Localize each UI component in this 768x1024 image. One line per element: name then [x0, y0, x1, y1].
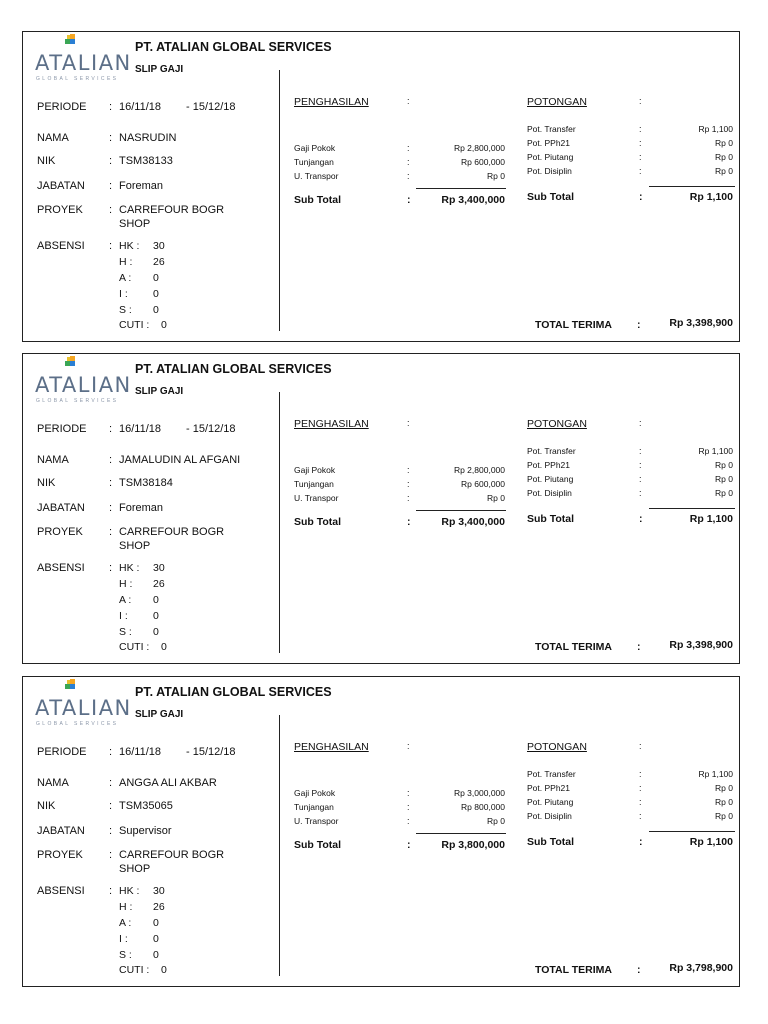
sum-rule — [416, 833, 506, 834]
sub-total-label: Sub Total — [527, 191, 575, 203]
hk-value: 30 — [153, 562, 165, 574]
sub-total-label: Sub Total — [527, 513, 575, 525]
colon: : — [637, 319, 641, 331]
colon: : — [639, 797, 642, 807]
pot-pph21-label: Pot. PPh21 — [527, 138, 571, 148]
tunjangan-label: Tunjangan — [294, 802, 334, 812]
sub-total-label: Sub Total — [294, 194, 342, 206]
colon: : — [109, 204, 113, 216]
h-label: H : — [119, 256, 133, 268]
periode-start: 16/11/18 — [119, 101, 162, 113]
gaji-pokok-label: Gaji Pokok — [294, 143, 336, 153]
pot-disiplin-label: Pot. Disiplin — [527, 166, 572, 176]
nik-label: NIK — [37, 477, 56, 489]
proyek-label: PROYEK — [37, 849, 83, 861]
absensi-label: ABSENSI — [37, 885, 85, 897]
cuti-value: 0 — [161, 641, 167, 653]
absensi-label: ABSENSI — [37, 240, 85, 252]
colon: : — [109, 132, 113, 144]
document-title: SLIP GAJI — [135, 64, 184, 75]
periode-start: 16/11/18 — [119, 746, 162, 758]
pot-transfer-label: Pot. Transfer — [527, 124, 576, 134]
colon: : — [639, 460, 642, 470]
total-terima-label: TOTAL TERIMA — [535, 641, 612, 653]
proyek-label: PROYEK — [37, 526, 83, 538]
colon: : — [407, 839, 411, 851]
periode-start: 16/11/18 — [119, 423, 162, 435]
proyek-value: CARREFOUR BOGR — [119, 849, 225, 861]
h-value: 26 — [153, 578, 165, 590]
colon: : — [407, 516, 411, 528]
colon: : — [407, 465, 410, 475]
colon: : — [109, 562, 113, 574]
proyek-value-line2: SHOP — [119, 218, 151, 230]
nik-value: TSM38184 — [119, 477, 173, 489]
pot-disiplin-label: Pot. Disiplin — [527, 488, 572, 498]
pot-transfer-label: Pot. Transfer — [527, 446, 576, 456]
colon: : — [639, 124, 642, 134]
i-label: I : — [119, 933, 128, 945]
proyek-value-line2: SHOP — [119, 540, 151, 552]
colon: : — [109, 502, 113, 514]
sub-total-penghasilan: Rp 3,400,000 — [441, 194, 505, 206]
sum-rule — [649, 186, 735, 187]
hk-label: HK : — [119, 885, 140, 897]
atalian-logo — [35, 356, 132, 406]
sub-total-potongan: Rp 1,100 — [689, 836, 733, 848]
sum-rule — [649, 831, 735, 832]
jabatan-value: Foreman — [119, 180, 164, 192]
i-label: I : — [119, 610, 128, 622]
pot-transfer-value: Rp 1,100 — [698, 769, 733, 779]
proyek-label: PROYEK — [37, 204, 83, 216]
colon: : — [639, 191, 643, 203]
a-value: 0 — [153, 272, 159, 284]
pot-piutang-label: Pot. Piutang — [527, 474, 574, 484]
colon: : — [407, 802, 410, 812]
a-value: 0 — [153, 917, 159, 929]
periode-label: PERIODE — [37, 101, 87, 113]
colon: : — [407, 171, 410, 181]
sub-total-potongan: Rp 1,100 — [689, 513, 733, 525]
a-label: A : — [119, 594, 132, 606]
pot-pph21-value: Rp 0 — [715, 783, 733, 793]
pot-transfer-label: Pot. Transfer — [527, 769, 576, 779]
colon: : — [109, 454, 113, 466]
sum-rule — [416, 188, 506, 189]
nik-value: TSM35065 — [119, 800, 173, 812]
colon: : — [639, 783, 642, 793]
h-label: H : — [119, 578, 133, 590]
h-value: 26 — [153, 256, 165, 268]
periode-end: - 15/12/18 — [186, 423, 236, 435]
pot-disiplin-label: Pot. Disiplin — [527, 811, 572, 821]
colon: : — [109, 746, 113, 758]
colon: : — [407, 418, 410, 428]
logo-mark-icon — [65, 34, 79, 48]
pot-disiplin-value: Rp 0 — [715, 811, 733, 821]
nama-value: JAMALUDIN AL AFGANI — [119, 454, 241, 466]
tunjangan-label: Tunjangan — [294, 479, 334, 489]
column-divider — [279, 70, 280, 331]
colon: : — [637, 641, 641, 653]
sum-rule — [416, 510, 506, 511]
sub-total-penghasilan: Rp 3,800,000 — [441, 839, 505, 851]
colon: : — [109, 526, 113, 538]
colon: : — [639, 418, 642, 428]
salary-slip — [22, 31, 740, 342]
cuti-label: CUTI : — [119, 964, 150, 976]
i-label: I : — [119, 288, 128, 300]
nama-label: NAMA — [37, 777, 69, 789]
potongan-header: POTONGAN — [527, 418, 587, 430]
u-transpor-value: Rp 0 — [487, 493, 505, 503]
proyek-value-line2: SHOP — [119, 863, 151, 875]
colon: : — [407, 493, 410, 503]
hk-value: 30 — [153, 240, 165, 252]
sub-total-potongan: Rp 1,100 — [689, 191, 733, 203]
document-title: SLIP GAJI — [135, 709, 184, 720]
u-transpor-label: U. Transpor — [294, 171, 339, 181]
i-value: 0 — [153, 610, 159, 622]
s-label: S : — [119, 949, 132, 961]
gaji-pokok-label: Gaji Pokok — [294, 465, 336, 475]
a-label: A : — [119, 917, 132, 929]
colon: : — [639, 96, 642, 106]
jabatan-label: JABATAN — [37, 502, 85, 514]
cuti-label: CUTI : — [119, 641, 150, 653]
colon: : — [109, 240, 113, 252]
s-value: 0 — [153, 949, 159, 961]
h-value: 26 — [153, 901, 165, 913]
cuti-value: 0 — [161, 319, 167, 331]
i-value: 0 — [153, 288, 159, 300]
pot-pph21-value: Rp 0 — [715, 460, 733, 470]
colon: : — [639, 446, 642, 456]
colon: : — [639, 811, 642, 821]
colon: : — [639, 769, 642, 779]
hk-value: 30 — [153, 885, 165, 897]
total-terima-label: TOTAL TERIMA — [535, 319, 612, 331]
jabatan-value: Foreman — [119, 502, 164, 514]
jabatan-label: JABATAN — [37, 825, 85, 837]
colon: : — [637, 964, 641, 976]
a-value: 0 — [153, 594, 159, 606]
salary-slip — [22, 676, 740, 987]
colon: : — [109, 800, 113, 812]
company-name: PT. ATALIAN GLOBAL SERVICES — [135, 362, 332, 376]
pot-piutang-value: Rp 0 — [715, 797, 733, 807]
colon: : — [109, 101, 113, 113]
a-label: A : — [119, 272, 132, 284]
logo-wordmark: ATALIAN — [35, 51, 132, 75]
potongan-header: POTONGAN — [527, 96, 587, 108]
penghasilan-header: PENGHASILAN — [294, 741, 369, 753]
logo-wordmark: ATALIAN — [35, 696, 132, 720]
company-name: PT. ATALIAN GLOBAL SERVICES — [135, 40, 332, 54]
nik-label: NIK — [37, 155, 56, 167]
logo-mark-icon — [65, 679, 79, 693]
u-transpor-label: U. Transpor — [294, 816, 339, 826]
pot-pph21-label: Pot. PPh21 — [527, 783, 571, 793]
pot-transfer-value: Rp 1,100 — [698, 124, 733, 134]
periode-end: - 15/12/18 — [186, 101, 236, 113]
u-transpor-label: U. Transpor — [294, 493, 339, 503]
total-terima-value: Rp 3,798,900 — [669, 962, 733, 974]
total-terima-value: Rp 3,398,900 — [669, 639, 733, 651]
colon: : — [407, 479, 410, 489]
nama-value: NASRUDIN — [119, 132, 177, 144]
atalian-logo — [35, 679, 132, 729]
sub-total-label: Sub Total — [294, 516, 342, 528]
colon: : — [639, 152, 642, 162]
proyek-value: CARREFOUR BOGR — [119, 204, 225, 216]
penghasilan-header: PENGHASILAN — [294, 96, 369, 108]
s-label: S : — [119, 626, 132, 638]
colon: : — [109, 849, 113, 861]
colon: : — [109, 777, 113, 789]
logo-tagline: GLOBAL SERVICES — [36, 398, 119, 404]
colon: : — [639, 474, 642, 484]
tunjangan-value: Rp 600,000 — [461, 157, 505, 167]
proyek-value: CARREFOUR BOGR — [119, 526, 225, 538]
colon: : — [407, 741, 410, 751]
colon: : — [407, 157, 410, 167]
pot-disiplin-value: Rp 0 — [715, 488, 733, 498]
total-terima-label: TOTAL TERIMA — [535, 964, 612, 976]
colon: : — [109, 885, 113, 897]
tunjangan-value: Rp 600,000 — [461, 479, 505, 489]
colon: : — [639, 488, 642, 498]
s-label: S : — [119, 304, 132, 316]
pot-piutang-value: Rp 0 — [715, 474, 733, 484]
sum-rule — [649, 508, 735, 509]
colon: : — [639, 138, 642, 148]
absensi-label: ABSENSI — [37, 562, 85, 574]
gaji-pokok-value: Rp 3,000,000 — [453, 788, 505, 798]
periode-label: PERIODE — [37, 746, 87, 758]
colon: : — [109, 180, 113, 192]
document-title: SLIP GAJI — [135, 386, 184, 397]
cuti-label: CUTI : — [119, 319, 150, 331]
jabatan-label: JABATAN — [37, 180, 85, 192]
tunjangan-value: Rp 800,000 — [461, 802, 505, 812]
penghasilan-header: PENGHASILAN — [294, 418, 369, 430]
nik-value: TSM38133 — [119, 155, 173, 167]
pot-transfer-value: Rp 1,100 — [698, 446, 733, 456]
hk-label: HK : — [119, 562, 140, 574]
colon: : — [639, 741, 642, 751]
hk-label: HK : — [119, 240, 140, 252]
sub-total-label: Sub Total — [294, 839, 342, 851]
u-transpor-value: Rp 0 — [487, 816, 505, 826]
jabatan-value: Supervisor — [119, 825, 172, 837]
logo-mark-icon — [65, 356, 79, 370]
pot-disiplin-value: Rp 0 — [715, 166, 733, 176]
total-terima-value: Rp 3,398,900 — [669, 317, 733, 329]
nik-label: NIK — [37, 800, 56, 812]
logo-tagline: GLOBAL SERVICES — [36, 721, 119, 727]
logo-wordmark: ATALIAN — [35, 373, 132, 397]
colon: : — [407, 194, 411, 206]
periode-end: - 15/12/18 — [186, 746, 236, 758]
h-label: H : — [119, 901, 133, 913]
nama-label: NAMA — [37, 132, 69, 144]
pot-pph21-label: Pot. PPh21 — [527, 460, 571, 470]
colon: : — [407, 816, 410, 826]
cuti-value: 0 — [161, 964, 167, 976]
company-name: PT. ATALIAN GLOBAL SERVICES — [135, 685, 332, 699]
column-divider — [279, 392, 280, 653]
gaji-pokok-label: Gaji Pokok — [294, 788, 336, 798]
sub-total-penghasilan: Rp 3,400,000 — [441, 516, 505, 528]
colon: : — [639, 166, 642, 176]
pot-piutang-value: Rp 0 — [715, 152, 733, 162]
potongan-header: POTONGAN — [527, 741, 587, 753]
pot-piutang-label: Pot. Piutang — [527, 797, 574, 807]
colon: : — [407, 96, 410, 106]
pot-piutang-label: Pot. Piutang — [527, 152, 574, 162]
column-divider — [279, 715, 280, 976]
colon: : — [407, 788, 410, 798]
colon: : — [639, 513, 643, 525]
colon: : — [109, 423, 113, 435]
gaji-pokok-value: Rp 2,800,000 — [453, 143, 505, 153]
colon: : — [109, 477, 113, 489]
atalian-logo — [35, 34, 132, 84]
s-value: 0 — [153, 304, 159, 316]
colon: : — [109, 155, 113, 167]
colon: : — [407, 143, 410, 153]
nama-label: NAMA — [37, 454, 69, 466]
sub-total-label: Sub Total — [527, 836, 575, 848]
s-value: 0 — [153, 626, 159, 638]
gaji-pokok-value: Rp 2,800,000 — [453, 465, 505, 475]
periode-label: PERIODE — [37, 423, 87, 435]
u-transpor-value: Rp 0 — [487, 171, 505, 181]
i-value: 0 — [153, 933, 159, 945]
tunjangan-label: Tunjangan — [294, 157, 334, 167]
nama-value: ANGGA ALI AKBAR — [119, 777, 217, 789]
colon: : — [109, 825, 113, 837]
logo-tagline: GLOBAL SERVICES — [36, 76, 119, 82]
colon: : — [639, 836, 643, 848]
salary-slip — [22, 353, 740, 664]
pot-pph21-value: Rp 0 — [715, 138, 733, 148]
